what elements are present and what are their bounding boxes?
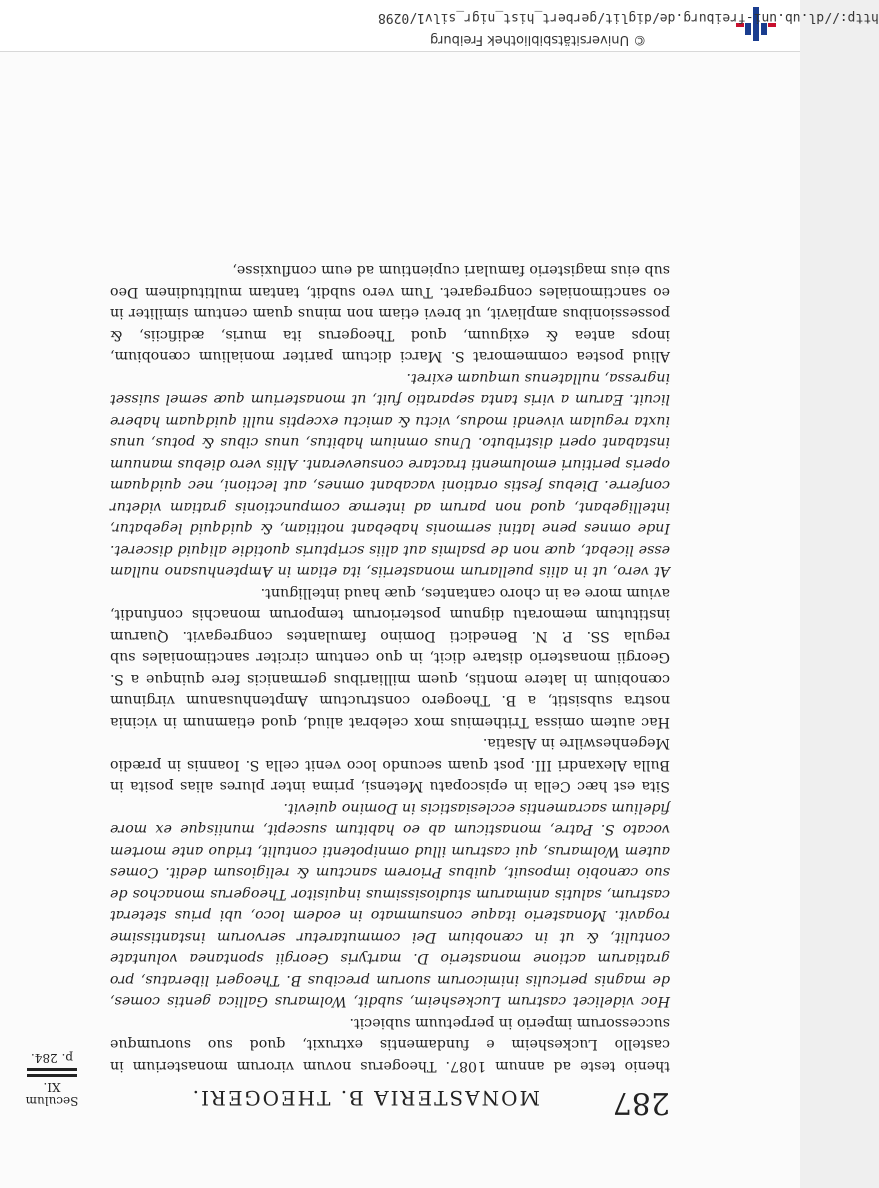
document-url-link[interactable]: http://dl.ub.uni-freiburg.de/diglit/gerbert_hist_nigr_silv1/0298 (378, 10, 879, 25)
margin-rule (27, 1074, 77, 1077)
quoted-paragraph: At vero, ut in aliis puellarum monasteriis, ita etiam in Amptenhusano nullam esse licebat, quæ non de psalmis aut aliis scripturis quotidie aliquid disceret. Inde omnes pene latini sermonis habebant notitiam, & quidquid legebatur, intelligebant, quod non parum ad internæ compunctionis gratiam videtur conferre. Diebus festis orationi vacabant omnes, aut lectioni, nec quidquam operis peritiuri emolumenti tractare consueverant. Aliis vero diebus manuum instabant operi distributo. Unus omnium habitus, unus cibus & potus, unus iuxta regulam vivendi modus, victu & amictu exceptis nulli quidquam habere licuit. Earum a viris tanta separatio fuit, ut monasterium quæ semel suisset ingressa, nullatenus umquam exiret. (110, 370, 670, 580)
body-text (110, 259, 670, 1076)
margin-note (12, 1051, 92, 1108)
margin-note-page: p. 284. (30, 1051, 74, 1065)
page-header (100, 1080, 670, 1120)
paragraph: Aliud postea commemorat S. Marci dictum pariter monialium cœnobium, inops antea & exiguum, quod Theogerus ita muris, ædificiis, & possessionibus ampliavit, ut brevi etiam non minus quam centum similiter in eo sanctimoniales congregaret. Tum vero subdit, tantam multitudinem Deo sub eius magisterio famulari cupientium ad eum confluxisse, (110, 262, 670, 365)
margin-rule (27, 1068, 77, 1071)
page-number: 287 (612, 1085, 670, 1120)
copyright-text: © Universitätsbibliothek Freiburg (430, 32, 647, 47)
paragraph: Sita est hæc Cella in episcopatu Metensi, prima inter plures alias posita in Bulla Alexandri III. post quam secundo loco venit cella S. Ioannis in prædio Megenheswilre in Alsatia. (110, 735, 670, 795)
paragraph: Hac autem omissa Trithemius mox celebrat aliud, quod etiamnum in vicinia nostra subsistit, a B. Theogero constructum Amptenhusanum virginum cœnobium in latere montis, quem milliaribus germanicis fere quinque a S. Georgii monasterio distare dicit, in quo centum circiter sanctimoniales sub regula SS. P. N. Benedicti Domino famulantes congregavit. Quarum institutum memoratu dignum posteriorum temporum monachis confundit, avium more ea in choro cantantes, quæ haud intelligunt. (110, 585, 670, 730)
margin-note-century: Seculum (25, 1094, 79, 1108)
margin-note-number: XI. (43, 1080, 61, 1094)
quoted-paragraph: Hoc videlicet castrum Luckesheim, subdit, Wolmarus Gallica gentis comes, de magnis periculis inimicorum suorum precibus B. Theogeri liberatus, pro gratiarum actione monasterio D. martyris Georgii spontanea voluntate contulit, & ut in cænobium Dei commutaretur servorum instantissime rogavit. Monasterio itaque consummato in eodem loco, ubi prius steterat castrum, salutis animarum studiosissimus inquisitor Theogerus monachos de suo cænobio imposuit, quibus Priorem sanctum & religiosum dedit. Comes autem Wolmarus, qui castrum illud omnipotenti contulit, triduo ante mortem vocato S. Patre, monasticum ab eo habitum suscepit, muniisque ex more fidelium sacramentis ecclesiasticis in Domino quievit. (110, 800, 670, 1010)
running-head: MONASTERIA B. THEOGERI. (190, 1086, 540, 1110)
paragraph: thenio teste ad annum 1087. Theogerus novum virorum monasterium in castello Luckesheim e fundamentis extruxit, quod suo suorumque successorum imperio in perpetuum subiecit. (110, 1015, 670, 1074)
document-page (0, 52, 800, 1188)
viewer-footer-bar (0, 0, 879, 52)
